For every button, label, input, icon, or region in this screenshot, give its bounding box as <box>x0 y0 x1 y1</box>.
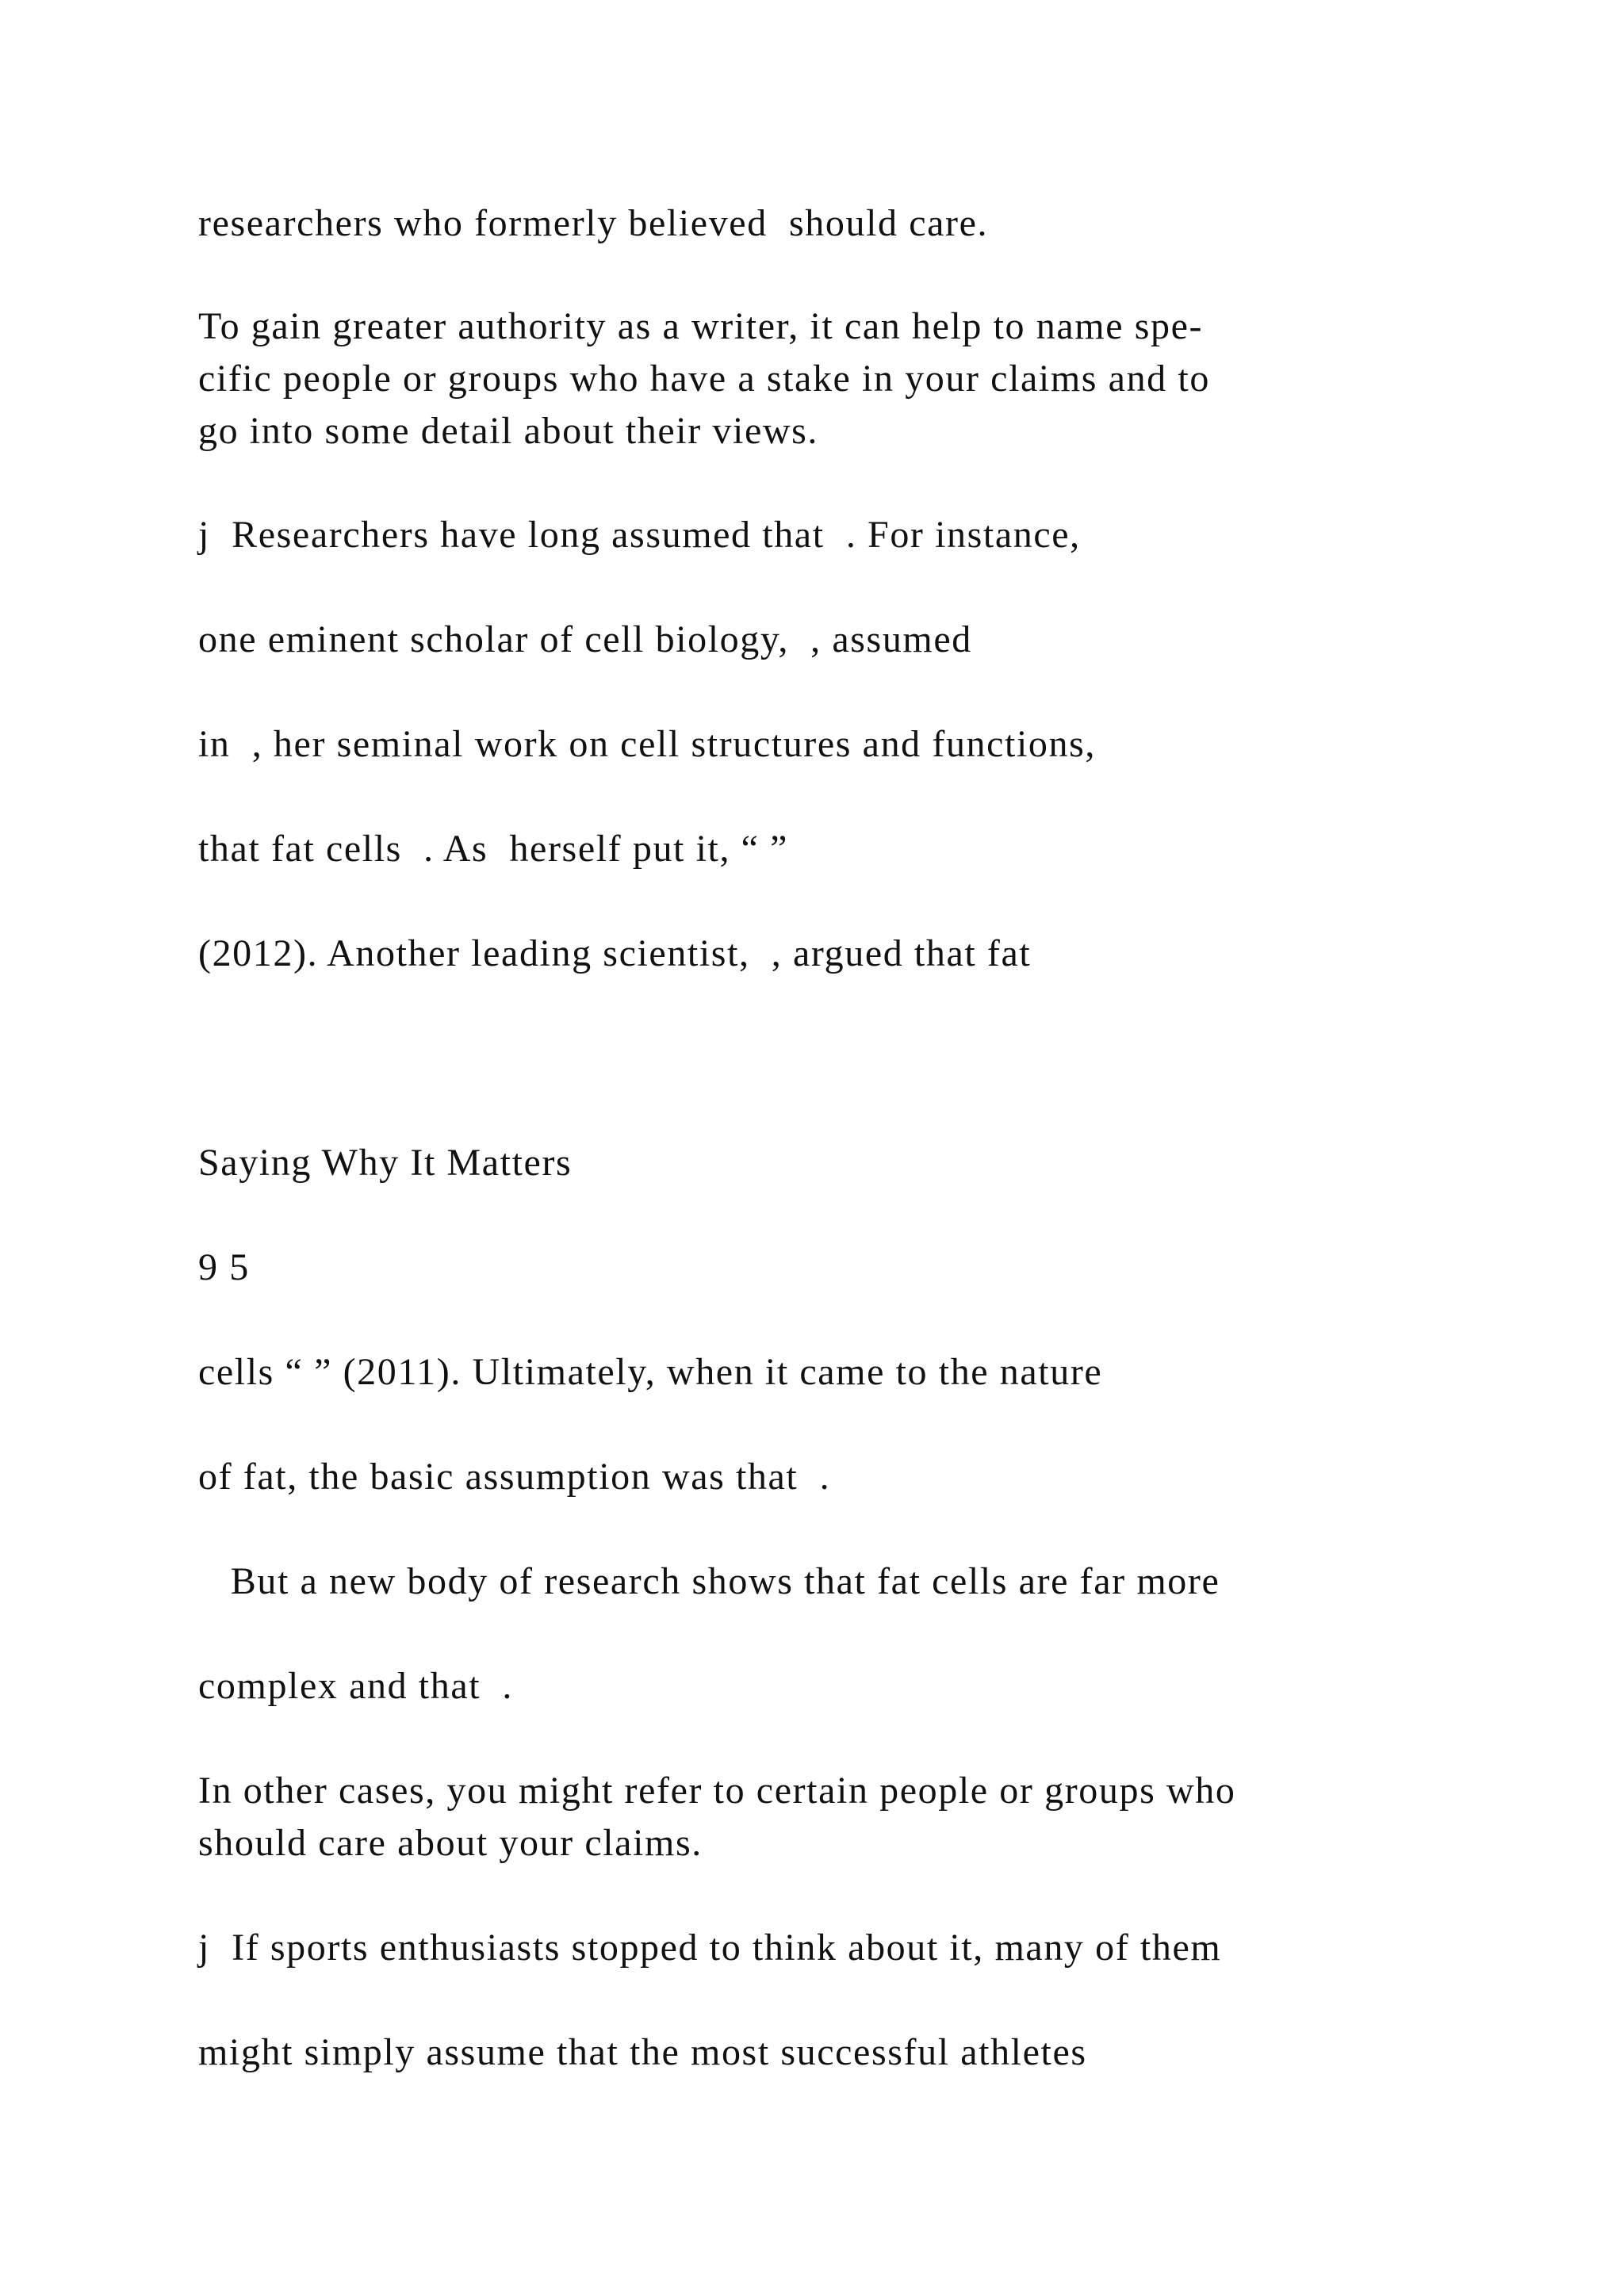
text-line: might simply assume that the most successful athletes <box>198 2031 1087 2073</box>
text-line: go into some detail about their views. <box>198 410 818 452</box>
text-line: j If sports enthusiasts stopped to think about it, many of them <box>198 1927 1222 1969</box>
text-line: (2012). Another leading scientist, , argued that fat <box>198 932 1032 974</box>
text-line: researchers who formerly believed should care. <box>198 202 989 244</box>
text-line: that fat cells . As herself put it, “ ” <box>198 828 789 870</box>
text-line: cific people or groups who have a stake in your claims and to <box>198 358 1210 400</box>
text-line: j Researchers have long assumed that . For instance, <box>198 514 1081 556</box>
text-line: should care about your claims. <box>198 1822 703 1864</box>
section-heading: Saying Why It Matters <box>198 1142 573 1184</box>
text-line: complex and that . <box>198 1665 513 1707</box>
text-line: In other cases, you might refer to certain people or groups who <box>198 1770 1236 1812</box>
text-line: cells “ ” (2011). Ultimately, when it came to the nature <box>198 1351 1103 1393</box>
text-line: But a new body of research shows that fat cells are far more <box>198 1560 1220 1602</box>
text-line: one eminent scholar of cell biology, , assumed <box>198 618 972 660</box>
text-line: To gain greater authority as a writer, it can help to name spe- <box>198 305 1204 347</box>
text-line: of fat, the basic assumption was that . <box>198 1456 831 1498</box>
text-line: in , her seminal work on cell structures and functions, <box>198 723 1097 765</box>
page-number: 9 5 <box>198 1246 250 1288</box>
